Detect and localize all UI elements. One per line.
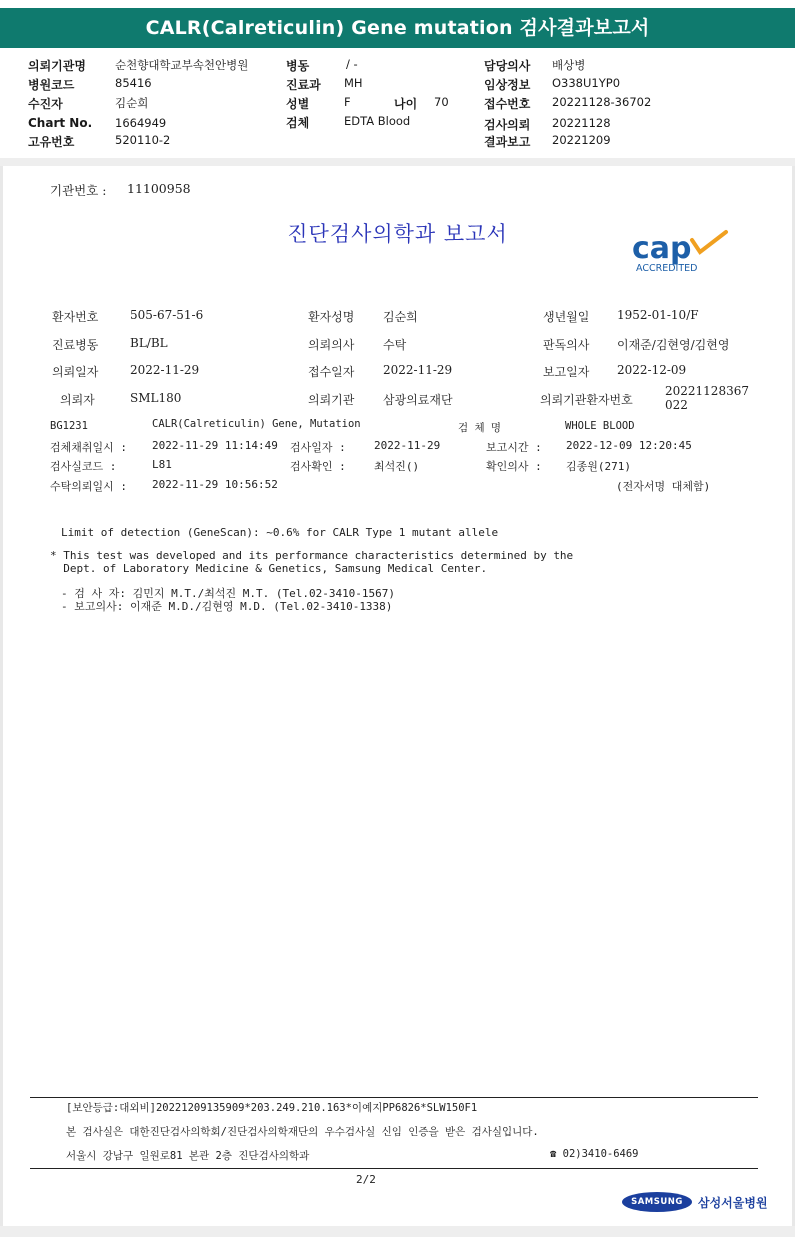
specimen-value: WHOLE BLOOD [565,420,635,432]
label-consignment-datetime: 수탁의뢰일시 : [50,480,128,493]
header-separator [0,158,795,166]
label-clinical-info: 임상정보 [484,78,531,92]
label-department: 진료과 [286,78,321,92]
label-specimen: 검체 [286,116,310,130]
cap-logo-text: cap [632,231,692,266]
label-institution-patient-number: 의뢰기관환자번호 [540,393,633,407]
value-request-date: 2022-11-29 [130,363,200,377]
value-examinee: 김순희 [115,96,149,110]
label-hospital-code: 병원코드 [28,78,75,92]
value-requester: SML180 [130,391,182,405]
page-number: 2/2 [356,1173,376,1186]
specimen-label: 검 체 명 [458,422,502,434]
label-test-request: 검사의뢰 [484,118,531,132]
label-reading-doctor: 판독의사 [543,338,590,352]
label-request-date: 의뢰일자 [52,365,99,379]
document-title: 진단검사의학과 보고서 [287,222,508,246]
label-test-date: 검사일자 : [290,441,346,454]
value-physician: 배상병 [552,58,586,72]
value-sex: F [344,95,351,109]
staff-reporting-doctors: - 보고의사: 이재준 M.D./김현영 M.D. (Tel.02-3410-1338) [61,600,393,613]
label-report-date: 보고일자 [543,365,590,379]
institution-number: 11100958 [127,181,191,196]
value-test-request: 20221128 [552,116,611,130]
value-reading-doctor: 이재준/김현영/김현영 [617,338,730,352]
value-specimen: EDTA Blood [344,114,411,128]
cap-accredited-logo [630,228,730,274]
value-hospital-code: 85416 [115,76,152,90]
value-clinical-info: O338U1YP0 [552,76,621,90]
test-name: CALR(Calreticulin) Gene, Mutation [152,418,361,430]
value-institution-patient-number: 20221128367022 [665,384,749,412]
electronic-signature-note: (전자서명 대체함) [616,480,711,493]
lab-address: 서울시 강남구 일원로81 본관 2층 진단검사의학과 [66,1150,310,1162]
value-result-report: 20221209 [552,133,611,147]
value-birth-date: 1952-01-10/F [617,308,699,322]
cap-check-icon [692,232,726,252]
value-test-date: 2022-11-29 [374,439,441,452]
security-line: [보안등급:대외비]20221209135909*203.249.210.163*이예지PP6826*SLW150F1 [66,1102,478,1114]
value-clinic-ward: BL/BL [130,336,168,350]
value-report-date: 2022-12-09 [617,363,687,377]
label-requesting-institution-body: 의뢰기관 [308,393,355,407]
lab-phone: ☎ 02)3410-6469 [550,1148,639,1160]
hospital-name: 삼성서울병원 [698,1196,768,1210]
value-requesting-doctor: 수탁 [383,338,407,352]
samsung-logo: SAMSUNG [622,1192,692,1212]
certification-statement: 본 검사실은 대한진단검사의학회/진단검사의학재단의 우수검사실 신임 인증을 받은 검사실입니다. [66,1126,539,1138]
value-consignment-datetime: 2022-11-29 10:56:52 [152,478,278,491]
limit-of-detection: Limit of detection (GeneScan): ~0.6% for CALR Type 1 mutant allele [61,526,499,539]
value-chart-no: 1664949 [115,116,167,130]
label-patient-name: 환자성명 [308,310,355,324]
value-unique-no: 520110-2 [115,133,171,147]
label-confirm-doctor: 확인의사 : [486,460,542,473]
value-requesting-institution-body: 삼광의료재단 [383,393,453,407]
value-department: MH [344,76,363,90]
label-requesting-institution: 의뢰기관명 [28,59,86,73]
value-receipt-date: 2022-11-29 [383,363,453,377]
label-receipt-no: 접수번호 [484,97,531,111]
label-result-report: 결과보고 [484,135,531,149]
footer-bottom-rule [30,1168,758,1169]
value-ward: / - [346,57,358,71]
label-requester: 의뢰자 [60,393,95,407]
value-patient-name: 김순희 [383,310,418,324]
label-physician: 담당의사 [484,59,531,73]
value-collection-datetime: 2022-11-29 11:14:49 [152,439,278,452]
label-requesting-doctor: 의뢰의사 [308,338,355,352]
label-patient-number: 환자번호 [52,310,99,324]
label-age: 나이 [394,97,418,111]
label-unique-no: 고유번호 [28,135,75,149]
footer-top-rule [30,1097,758,1098]
performance-note-line2: Dept. of Laboratory Medicine & Genetics, Samsung Medical Center. [50,562,488,575]
label-test-confirm: 검사확인 : [290,460,346,473]
label-birth-date: 생년월일 [543,310,590,324]
cap-accredited-text: ACCREDITED [636,263,698,274]
label-sex: 성별 [286,97,310,111]
label-ward: 병동 [286,59,310,73]
label-collection-datetime: 검체채취일시 : [50,441,128,454]
label-clinic-ward: 진료병동 [52,338,99,352]
value-age: 70 [434,95,449,109]
value-lab-code: L81 [152,458,172,471]
institution-number-label: 기관번호 : [50,183,107,198]
value-test-confirm: 최석진() [374,460,420,473]
value-patient-number: 505-67-51-6 [130,308,204,322]
test-code: BG1231 [50,420,88,432]
label-report-time: 보고시간 : [486,441,542,454]
staff-testers: - 검 사 자: 김민지 M.T./최석진 M.T. (Tel.02-3410-1567) [61,587,396,600]
value-receipt-no: 20221128-36702 [552,95,652,109]
page-bottom-band [0,1226,795,1237]
value-report-time: 2022-12-09 12:20:45 [566,439,692,452]
label-lab-code: 검사실코드 : [50,460,117,473]
label-chart-no: Chart No. [28,116,93,130]
page-frame-left [0,166,3,1226]
value-requesting-institution: 순천향대학교부속천안병원 [115,58,249,72]
label-examinee: 수진자 [28,97,63,111]
value-confirm-doctor: 김종원(271) [566,460,631,473]
label-receipt-date: 접수일자 [308,365,355,379]
performance-note-line1: * This test was developed and its performance characteristics determined by the [50,549,574,562]
report-title-bar: CALR(Calreticulin) Gene mutation 검사결과보고서 [0,8,795,48]
